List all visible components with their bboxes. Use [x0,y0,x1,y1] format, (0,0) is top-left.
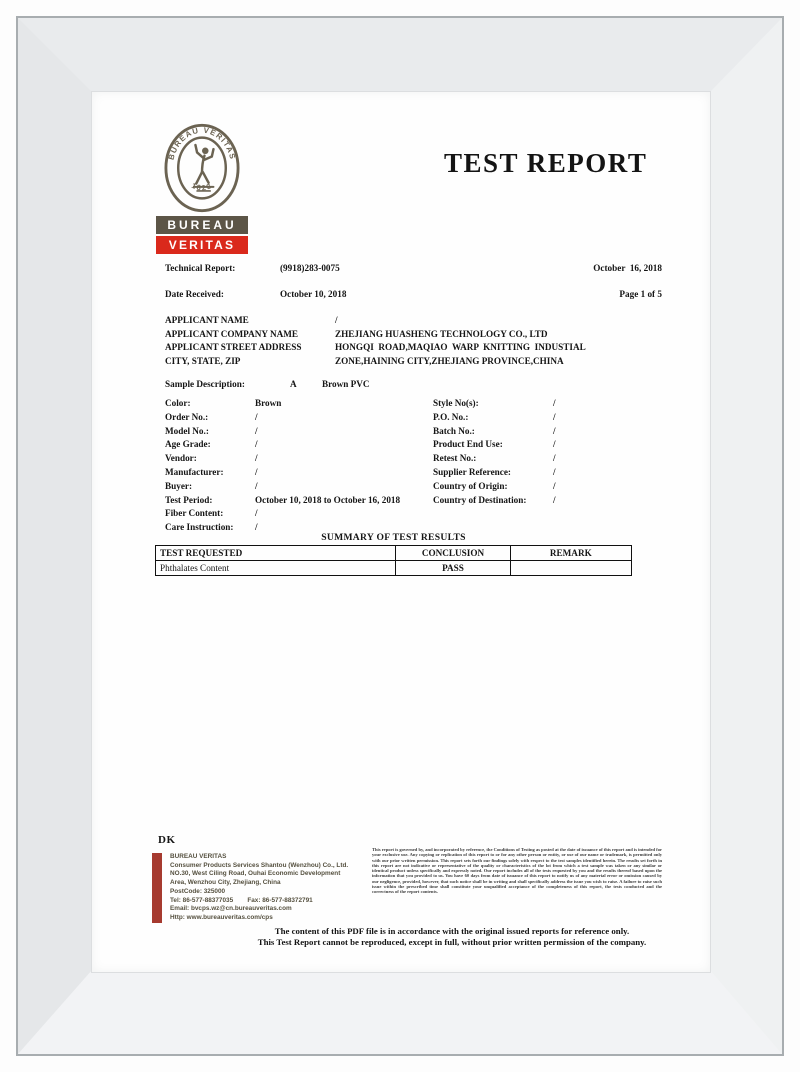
logo-bar-bureau: BUREAU [156,216,248,234]
field-row-batch-no [433,425,665,439]
field-label: P.O. No.: [433,411,469,422]
field-row-product-end-use [433,438,665,452]
field-value: / [553,453,556,464]
bureau-veritas-logo [156,122,248,254]
field-value: / [553,494,556,505]
field-label: Age Grade: [165,439,211,450]
field-label: Style No(s): [433,398,479,408]
applicant-company-value: ZHEJIANG HUASHENG TECHNOLOGY CO., LTD [335,328,548,339]
applicant-name-value: / [335,315,338,325]
bv-emblem-icon [161,122,243,214]
lab-city: Area, Wenzhou City, Zhejiang, China [170,879,281,887]
sample-fields [165,397,665,535]
field-row-vendor [165,452,433,466]
test-requested-cell: Phthalates Content [156,561,396,576]
lab-name: BUREAU VERITAS [170,853,227,860]
field-row-age-grade [165,438,433,452]
lab-email: Email: bvcps.wz@cn.bureauveritas.com [170,905,292,913]
field-label: Fiber Content: [165,508,224,519]
reproduction-notice [232,926,672,948]
logo-ring-year: 1828 [190,180,214,193]
field-row-order-no [165,411,433,425]
page-number: Page 1 of 5 [619,289,662,299]
applicant-row [165,341,665,355]
field-value: / [255,439,258,450]
remark-cell [510,561,631,576]
lab-tel-fax: Tel: 86-577-88377035 Fax: 86-577-88372791 [170,896,313,904]
field-label: Product End Use: [433,439,503,450]
sample-value: Brown PVC [322,379,370,389]
report-date: October 16, 2018 [593,263,662,273]
footer-red-bar [152,853,162,923]
field-row-supplier-reference [433,466,665,480]
report-page [92,92,710,972]
col-conclusion: CONCLUSION [396,546,510,561]
field-row-buyer [165,480,433,494]
field-row-test-period [165,494,433,508]
field-value: / [255,508,258,519]
report-meta [165,263,662,315]
applicant-city-value: ZONE,HAINING CITY,ZHEJIANG PROVINCE,CHINA [335,355,564,366]
lab-postcode: PostCode: 325000 [170,887,226,895]
field-label: Vendor: [165,453,197,464]
field-label: Country of Origin: [433,480,508,491]
sample-description-row [165,379,370,389]
field-value: / [553,439,556,450]
lab-address-block [170,853,370,923]
field-row-model-no [165,425,433,439]
field-label: Buyer: [165,480,193,491]
date-received-value: October 10, 2018 [280,289,347,299]
page-title: TEST REPORT [444,148,648,178]
field-label: Color: [165,398,191,408]
lab-entity: Consumer Products Services Shantou (Wenzhou) Co., Ltd. [170,861,349,869]
field-value: / [255,453,258,464]
technical-report-label: Technical Report: [165,263,236,273]
field-row-fiber-content [165,507,433,521]
field-label: Batch No.: [433,425,475,436]
applicant-address-label: APPLICANT STREET ADDRESS [165,342,302,353]
field-row-color [165,397,433,411]
notice-line-1: The content of this PDF file is in accordance with the original issued reports for reference only. [274,926,630,936]
field-value: / [553,425,556,436]
terms-disclaimer: This report is governed by, and incorporated by reference, the Conditions of Testing as posted at the date of issuance of this report and is intended for your exclusive use. Any copying or replication of this report to or for any other person or entity, or use of our name or trademark, is permitted only with our prior written permission. This report sets forth our findings solely with respect to the test samples identified herein. The results set forth in this report are not indicative or representative of the quality or characteristics of the lot from which a test sample was taken or any similar or identical product unless specifically and expressly noted. Our report includes all of the tests requested by you and the results thereof based upon the information that you provided to us. You have 60 days from date of issuance of this report to notify us of any material error or omission caused by our negligence, provided, however, that such notice shall be in writing and shall specifically address the issue you wish to raise. A failure to raise such issue within the prescribed time shall constitute your unqualified acceptance of the completeness of this report, the tests conducted and the correctness of the report contents. [372,847,662,894]
field-value: Brown [255,398,282,408]
applicant-name-label: APPLICANT NAME [165,315,249,325]
field-row-manufacturer [165,466,433,480]
field-label: Supplier Reference: [433,466,511,477]
date-received-label: Date Received: [165,289,224,299]
col-test-requested: TEST REQUESTED [156,546,396,561]
logo-bar-veritas: VERITAS [156,236,248,254]
field-label: Care Instruction: [165,522,234,533]
sample-description-label: Sample Description: [165,379,245,389]
applicant-row [165,328,665,342]
field-value: / [553,480,556,491]
col-remark: REMARK [510,546,631,561]
meta-row-technical-report [165,263,662,289]
applicant-row [165,355,665,369]
field-row-country-of-destination [433,494,665,508]
conclusion-cell: PASS [396,561,510,576]
field-label: Manufacturer: [165,466,224,477]
field-value: / [553,466,556,477]
fields-right-column [433,397,665,535]
lab-street: NO.30, West Ciling Road, Ouhai Economic Development [170,870,341,878]
applicant-row [165,314,665,328]
sample-index: A [290,379,297,389]
field-value: / [255,466,258,477]
applicant-address-value: HONGQI ROAD,MAQIAO WARP KNITTING INDUSTIAL [335,342,586,353]
field-value: / [255,411,258,422]
field-value: October 10, 2018 to October 16, 2018 [255,494,401,505]
meta-row-date-received [165,289,662,315]
field-row-country-of-origin [433,480,665,494]
table-row [156,561,632,576]
reviewer-initials: DK [158,834,176,846]
applicant-company-label: APPLICANT COMPANY NAME [165,328,299,339]
field-value: / [255,425,258,436]
summary-table [155,545,632,576]
logo-ring-text: BUREAU VERITAS [166,125,238,161]
summary-title: SUMMARY OF TEST RESULTS [321,532,466,543]
notice-line-2: This Test Report cannot be reproduced, except in full, without prior written permission of the company. [257,937,647,947]
field-label: Country of Destination: [433,494,527,505]
lab-website: Http: www.bureauveritas.com/cps [170,913,273,921]
field-label: Test Period: [165,494,213,505]
applicant-city-label: CITY, STATE, ZIP [165,355,241,366]
field-label: Retest No.: [433,453,477,464]
summary-header-row [156,546,632,561]
field-row-retest-no [433,452,665,466]
field-value: / [255,480,258,491]
field-row-po-no [433,411,665,425]
field-label: Order No.: [165,411,209,422]
field-value: / [255,522,258,533]
field-value: / [553,411,556,422]
applicant-block [165,314,665,368]
fields-left-column [165,397,433,535]
field-row-style-no [433,397,665,411]
field-value: / [553,398,556,408]
technical-report-value: (9918)283-0075 [280,263,340,273]
field-label: Model No.: [165,425,209,436]
